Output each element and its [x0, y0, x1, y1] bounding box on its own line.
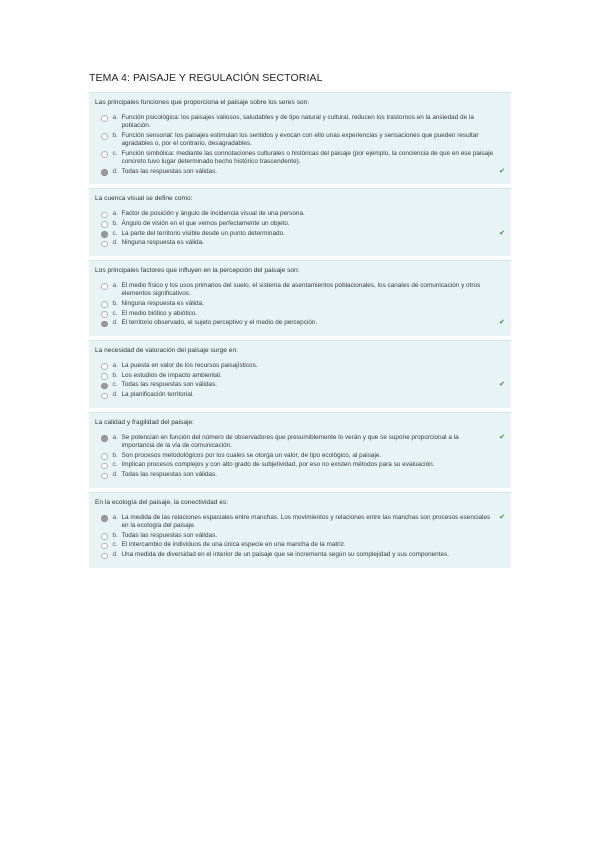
answer-option[interactable]	[95, 391, 505, 399]
option-letter: d.	[112, 391, 118, 399]
question-text: La necesidad de valoración del paisaje surge en:	[95, 347, 238, 355]
answer-option[interactable]	[95, 220, 505, 228]
answer-option[interactable]	[95, 514, 505, 530]
answer-option[interactable]	[95, 319, 505, 327]
check-icon: ✔	[499, 229, 505, 237]
answer-option[interactable]	[95, 310, 505, 318]
option-text: Una medida de diversidad en el interior de un paisaje que se incrementa según su complejidad y sus componentes.	[121, 551, 450, 559]
radio-selected-icon[interactable]	[101, 435, 108, 442]
radio-icon[interactable]	[101, 393, 108, 400]
option-text: Los estudios de impacto ambiental.	[121, 371, 222, 379]
option-letter: c.	[112, 461, 118, 469]
option-text: La planificación territorial.	[121, 391, 194, 399]
answer-option[interactable]	[95, 132, 505, 148]
radio-icon[interactable]	[101, 221, 108, 228]
option-text: Función simbólica: mediante las connotaciones culturales o históricas del paisaje (por ejemplo, la conciencia de que en ese paisaje concreto tuvo lugar determinado hecho histórico trascendente).	[121, 149, 494, 165]
option-text: Son procesos metodológicos por los cuales se otorga un valor, de tipo ecológico, al paisaje.	[121, 451, 382, 459]
option-text: Todas las respuestas son válidas.	[121, 531, 218, 539]
answer-option[interactable]	[95, 210, 505, 218]
option-letter: d.	[112, 551, 118, 559]
option-letter: a.	[112, 361, 118, 369]
radio-selected-icon[interactable]	[101, 231, 108, 238]
radio-icon[interactable]	[101, 473, 108, 480]
option-letter: b.	[112, 131, 118, 139]
question-block	[89, 412, 511, 488]
radio-icon[interactable]	[101, 533, 108, 540]
question-block	[89, 340, 511, 408]
question-block	[89, 492, 511, 568]
option-text: Ninguna respuesta es válida.	[121, 299, 204, 307]
option-text: Todas las respuestas son válidas.	[121, 471, 218, 479]
option-letter: b.	[112, 451, 118, 459]
radio-selected-icon[interactable]	[101, 169, 108, 176]
option-letter: c.	[112, 541, 118, 549]
question-text: Los principales factores que influyen en la percepción del paisaje son:	[95, 267, 300, 275]
option-text: Factor de posición y ángulo de incidencia visual de una persona.	[121, 209, 305, 217]
answer-option[interactable]	[95, 452, 505, 460]
answer-option[interactable]	[95, 300, 505, 308]
radio-icon[interactable]	[101, 133, 108, 140]
option-letter: c.	[112, 229, 118, 237]
option-letter: d.	[112, 319, 118, 327]
radio-icon[interactable]	[101, 453, 108, 460]
option-text: Implican procesos complejos y con alto grado de subjetividad, por eso no existen métodos para su evaluación.	[121, 461, 435, 469]
check-icon: ✔	[499, 319, 505, 327]
answer-option[interactable]	[95, 114, 505, 130]
option-letter: a.	[112, 113, 118, 121]
radio-selected-icon[interactable]	[101, 515, 108, 522]
radio-icon[interactable]	[101, 301, 108, 308]
answer-option[interactable]	[95, 551, 505, 559]
question-text: La calidad y fragilidad del paisaje:	[95, 418, 194, 426]
option-text: Ninguna respuesta es válida.	[121, 239, 204, 247]
option-letter: c.	[112, 309, 118, 317]
page-title: TEMA 4: PAISAJE Y REGULACIÓN SECTORIAL	[89, 72, 323, 84]
answer-option[interactable]	[95, 230, 505, 238]
option-text: Función sensorial: los paisajes estimulan los sentidos y evocan con ello unas experiencias y sensaciones que pueden resultar agradables o, por el contrario, desagradables.	[121, 131, 479, 147]
radio-icon[interactable]	[101, 543, 108, 550]
check-icon: ✔	[499, 513, 505, 521]
radio-icon[interactable]	[101, 115, 108, 122]
option-letter: c.	[112, 381, 118, 389]
option-text: Todas las respuestas son válidas.	[121, 381, 218, 389]
radio-icon[interactable]	[101, 373, 108, 380]
answer-option[interactable]	[95, 541, 505, 549]
option-text: La medida de las relaciones espaciales entre manchas. Los movimientos y relaciones entre las manchas son procesos esenciales en la ecología del paisaje.	[121, 513, 491, 529]
question-block	[89, 92, 511, 184]
option-letter: b.	[112, 299, 118, 307]
option-letter: a.	[112, 433, 118, 441]
answer-option[interactable]	[95, 372, 505, 380]
option-letter: c.	[112, 149, 118, 157]
quiz-review-list	[89, 92, 511, 572]
check-icon: ✔	[499, 167, 505, 175]
answer-option[interactable]	[95, 461, 505, 469]
radio-icon[interactable]	[101, 212, 108, 219]
question-text: Las principales funciones que proporciona el paisaje sobre los seres son:	[95, 99, 310, 106]
option-text: El intercambio de individuos de una única especie en una mancha de la matriz.	[121, 541, 346, 549]
option-letter: a.	[112, 209, 118, 217]
answer-option[interactable]	[95, 282, 505, 298]
radio-icon[interactable]	[101, 151, 108, 158]
option-letter: a.	[112, 281, 118, 289]
answer-option[interactable]	[95, 471, 505, 479]
radio-icon[interactable]	[101, 283, 108, 290]
question-block	[89, 260, 511, 336]
option-text: Se potencian en función del número de observadores que presumiblemente lo verán y que se supone proporcional a la importancia de la vía de comunicación.	[121, 433, 459, 449]
radio-icon[interactable]	[101, 463, 108, 470]
radio-icon[interactable]	[101, 553, 108, 560]
option-text: El medio biótico y abiótico.	[121, 309, 198, 317]
question-text: La cuenca visual se define como:	[95, 195, 193, 203]
option-letter: d.	[112, 239, 118, 247]
answer-option[interactable]	[95, 381, 505, 389]
option-letter: a.	[112, 513, 118, 521]
answer-option[interactable]	[95, 532, 505, 540]
option-letter: b.	[112, 371, 118, 379]
question-block	[89, 188, 511, 256]
option-letter: d.	[112, 471, 118, 479]
option-text: La puesta en valor de los recursos paisajísticos.	[121, 361, 258, 369]
option-letter: b.	[112, 531, 118, 539]
answer-option[interactable]	[95, 434, 505, 450]
check-icon: ✔	[499, 433, 505, 441]
radio-icon[interactable]	[101, 311, 108, 318]
radio-selected-icon[interactable]	[101, 383, 108, 390]
check-icon: ✔	[499, 381, 505, 389]
option-text: El medio físico y los usos primarios del suelo, el sistema de asentamientos poblacionales, los canales de comunicación y otros elementos significativos.	[121, 281, 481, 297]
answer-option[interactable]	[95, 168, 505, 176]
option-text: La parte del territorio visible desde un punto determinado.	[121, 229, 285, 237]
radio-icon[interactable]	[101, 363, 108, 370]
answer-option[interactable]	[95, 239, 505, 247]
answer-option[interactable]	[95, 150, 505, 166]
option-text: Función psicológica: los paisajes valiosos, saludables y de tipo natural y cultural, reducen los trastornos en la ansiedad de la población.	[121, 113, 474, 129]
radio-icon[interactable]	[101, 241, 108, 248]
answer-option[interactable]	[95, 362, 505, 370]
question-text: En la ecología del paisaje, la conectividad es:	[95, 498, 229, 506]
radio-selected-icon[interactable]	[101, 321, 108, 328]
option-letter: d.	[112, 167, 118, 175]
option-text: Ángulo de visión en el que vemos perfectamente un objeto.	[121, 219, 290, 227]
option-letter: b.	[112, 219, 118, 227]
option-text: El territorio observado, el sujeto perceptivo y el medio de percepción.	[121, 319, 318, 327]
option-text: Todas las respuestas son válidas.	[121, 167, 218, 175]
